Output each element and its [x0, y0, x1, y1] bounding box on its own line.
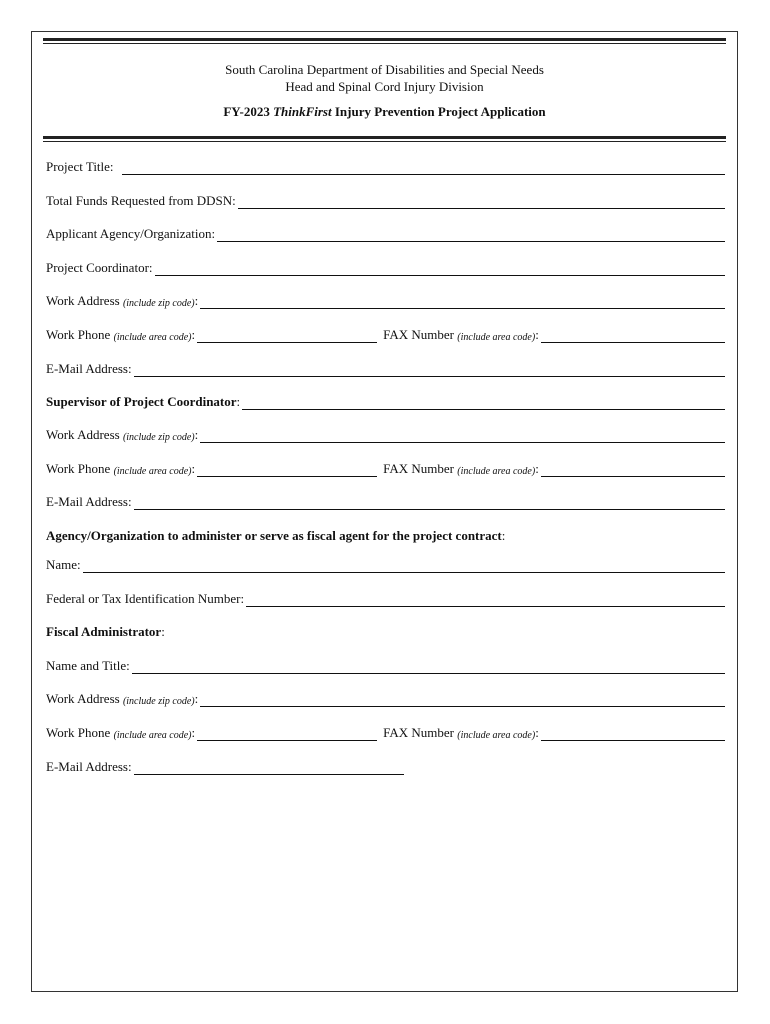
zip-hint: (include zip code) — [122, 298, 195, 309]
work-address-label: Work Address — [46, 427, 120, 442]
supervisor-field[interactable] — [242, 397, 725, 410]
applicant-agency-label: Applicant Agency/Organization: — [46, 226, 216, 241]
supervisor-label: Supervisor of Project Coordinator — [46, 394, 237, 409]
work-phone-label: Work Phone — [46, 461, 111, 476]
fiscal-admin-heading: Fiscal Administrator — [46, 624, 162, 639]
supervisor-phone-field[interactable] — [197, 464, 377, 477]
fiscal-agent-name-row — [46, 557, 725, 573]
tax-id-field[interactable] — [246, 594, 725, 607]
header-top-rule — [43, 38, 726, 44]
fiscal-admin-name-row — [46, 658, 725, 674]
project-coordinator-field[interactable] — [155, 263, 725, 276]
applicant-agency-field[interactable] — [217, 229, 725, 242]
fiscal-agent-heading-row: Agency/Organization to administer or serve as fiscal agent for the project contract : — [46, 528, 506, 543]
total-funds-label: Total Funds Requested from DDSN: — [46, 193, 236, 208]
total-funds-field[interactable] — [238, 196, 725, 209]
supervisor-email-row — [46, 494, 725, 510]
fiscal-admin-email-field[interactable] — [134, 762, 404, 775]
fax-number-label: FAX Number — [383, 327, 455, 342]
total-funds-row — [46, 193, 725, 209]
fiscal-admin-phone-row: Work Phone (include area code) : FAX Number (include area code) : — [46, 725, 725, 741]
fiscal-admin-address-field[interactable] — [200, 694, 725, 707]
project-coordinator-label: Project Coordinator: — [46, 260, 153, 275]
supervisor-address-row: Work Address (include zip code) : — [46, 427, 725, 443]
supervisor-phone-row: Work Phone (include area code) : FAX Number (include area code) : — [46, 461, 725, 477]
name-label: Name: — [46, 557, 81, 572]
fiscal-agent-heading: Agency/Organization to administer or serve as fiscal agent for the project contract — [46, 528, 502, 543]
fax-number-label: FAX Number — [383, 725, 455, 740]
zip-hint: (include zip code) — [122, 432, 195, 443]
work-phone-label: Work Phone — [46, 725, 111, 740]
area-hint: (include area code) — [457, 730, 536, 741]
fiscal-agent-name-field[interactable] — [83, 560, 725, 573]
zip-hint: (include zip code) — [122, 696, 195, 707]
project-coordinator-row — [46, 260, 725, 276]
form-page — [31, 31, 738, 992]
form-title: FY-2023 ThinkFirst Injury Prevention Project Application — [223, 104, 546, 119]
work-phone-label: Work Phone — [46, 327, 111, 342]
project-title-label: Project Title: — [46, 159, 114, 174]
project-title-field[interactable] — [122, 162, 725, 175]
coordinator-email-field[interactable] — [134, 364, 725, 377]
supervisor-fax-field[interactable] — [541, 464, 725, 477]
email-label: E-Mail Address: — [46, 494, 132, 509]
area-hint: (include area code) — [113, 332, 192, 343]
email-label: E-Mail Address: — [46, 759, 132, 774]
work-address-label: Work Address — [46, 293, 120, 308]
fiscal-admin-name-field[interactable] — [132, 661, 725, 674]
coordinator-fax-field[interactable] — [541, 330, 725, 343]
fiscal-admin-phone-field[interactable] — [197, 728, 377, 741]
fiscal-admin-email-row — [46, 759, 725, 775]
coordinator-email-row — [46, 361, 725, 377]
name-title-label: Name and Title: — [46, 658, 130, 673]
org-name: South Carolina Department of Disabilities and Special Needs — [225, 62, 544, 77]
supervisor-address-field[interactable] — [200, 430, 725, 443]
division-name: Head and Spinal Cord Injury Division — [285, 79, 484, 94]
fiscal-admin-fax-field[interactable] — [541, 728, 725, 741]
supervisor-row: Supervisor of Project Coordinator : — [46, 394, 725, 410]
area-hint: (include area code) — [113, 466, 192, 477]
coordinator-address-field[interactable] — [200, 296, 725, 309]
fiscal-admin-address-row: Work Address (include zip code) : — [46, 691, 725, 707]
area-hint: (include area code) — [457, 332, 536, 343]
email-label: E-Mail Address: — [46, 361, 132, 376]
work-address-label: Work Address — [46, 691, 120, 706]
coordinator-phone-field[interactable] — [197, 330, 377, 343]
tax-id-label: Federal or Tax Identification Number: — [46, 591, 245, 606]
area-hint: (include area code) — [113, 730, 192, 741]
header-bottom-rule — [43, 136, 726, 142]
area-hint: (include area code) — [457, 466, 536, 477]
tax-id-row — [46, 591, 725, 607]
fiscal-admin-heading-row: Fiscal Administrator : — [46, 624, 165, 639]
project-title-row — [46, 159, 725, 175]
coordinator-phone-row: Work Phone (include area code) : FAX Number (include area code) : — [46, 327, 725, 343]
applicant-agency-row — [46, 226, 725, 242]
coordinator-address-row: Work Address (include zip code) : — [46, 293, 725, 309]
fax-number-label: FAX Number — [383, 461, 455, 476]
supervisor-email-field[interactable] — [134, 497, 725, 510]
